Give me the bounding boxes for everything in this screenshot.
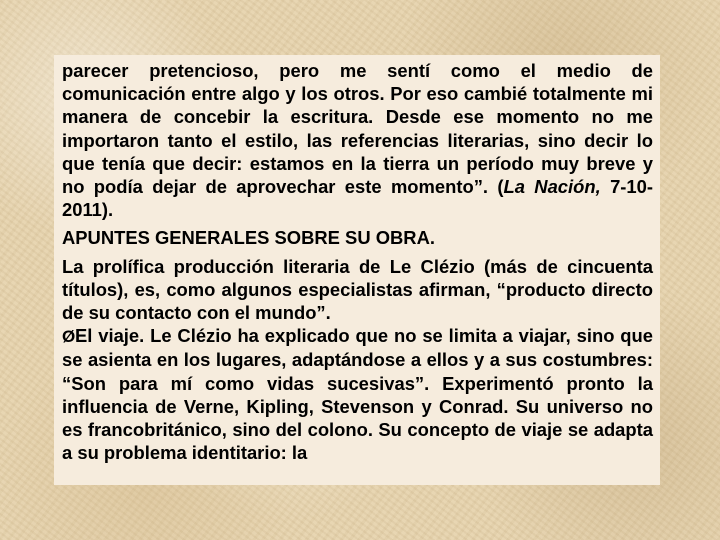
production-paragraph: La prolífica producción literaria de Le Clézio (más de cincuenta títulos), es, como algunos especialistas afirman, “producto directo de su contacto con el mundo”. [62, 255, 653, 324]
bullet-paragraph [62, 324, 653, 464]
source-date: 7-10-2011). [62, 176, 653, 221]
arrow-bullet-icon: Ø [62, 327, 76, 347]
section-heading: APUNTES GENERALES SOBRE SU OBRA. [62, 227, 435, 249]
quote-text: parecer pretencioso, pero me sentí como el medio de comunicación entre algo y los otros. Por eso cambié totalmente mi manera de concebir la escritura. Desde ese momento no me importaron tanto el estilo, las referencias literarias, sino decir lo que tenía que decir: estamos en la tierra un período muy breve y no podía dejar de aprovechar este momento”. ( [62, 60, 653, 198]
text-panel [54, 55, 660, 485]
source-title: La Nación, [503, 176, 601, 198]
bullet-text: El viaje. Le Clézio ha explicado que no se limita a viajar, sino que se asienta en los lugares, adaptándose a ellos y a sus costumbres: “Son para mí como vidas sucesivas”. Experimentó pronto la influencia de Verne, Kipling, Stevenson y Conrad. Su universo no es francobritánico, sino del colono. Su concepto de viaje se adapta a su problema identitario: la [62, 325, 653, 464]
quote-paragraph [62, 59, 653, 221]
